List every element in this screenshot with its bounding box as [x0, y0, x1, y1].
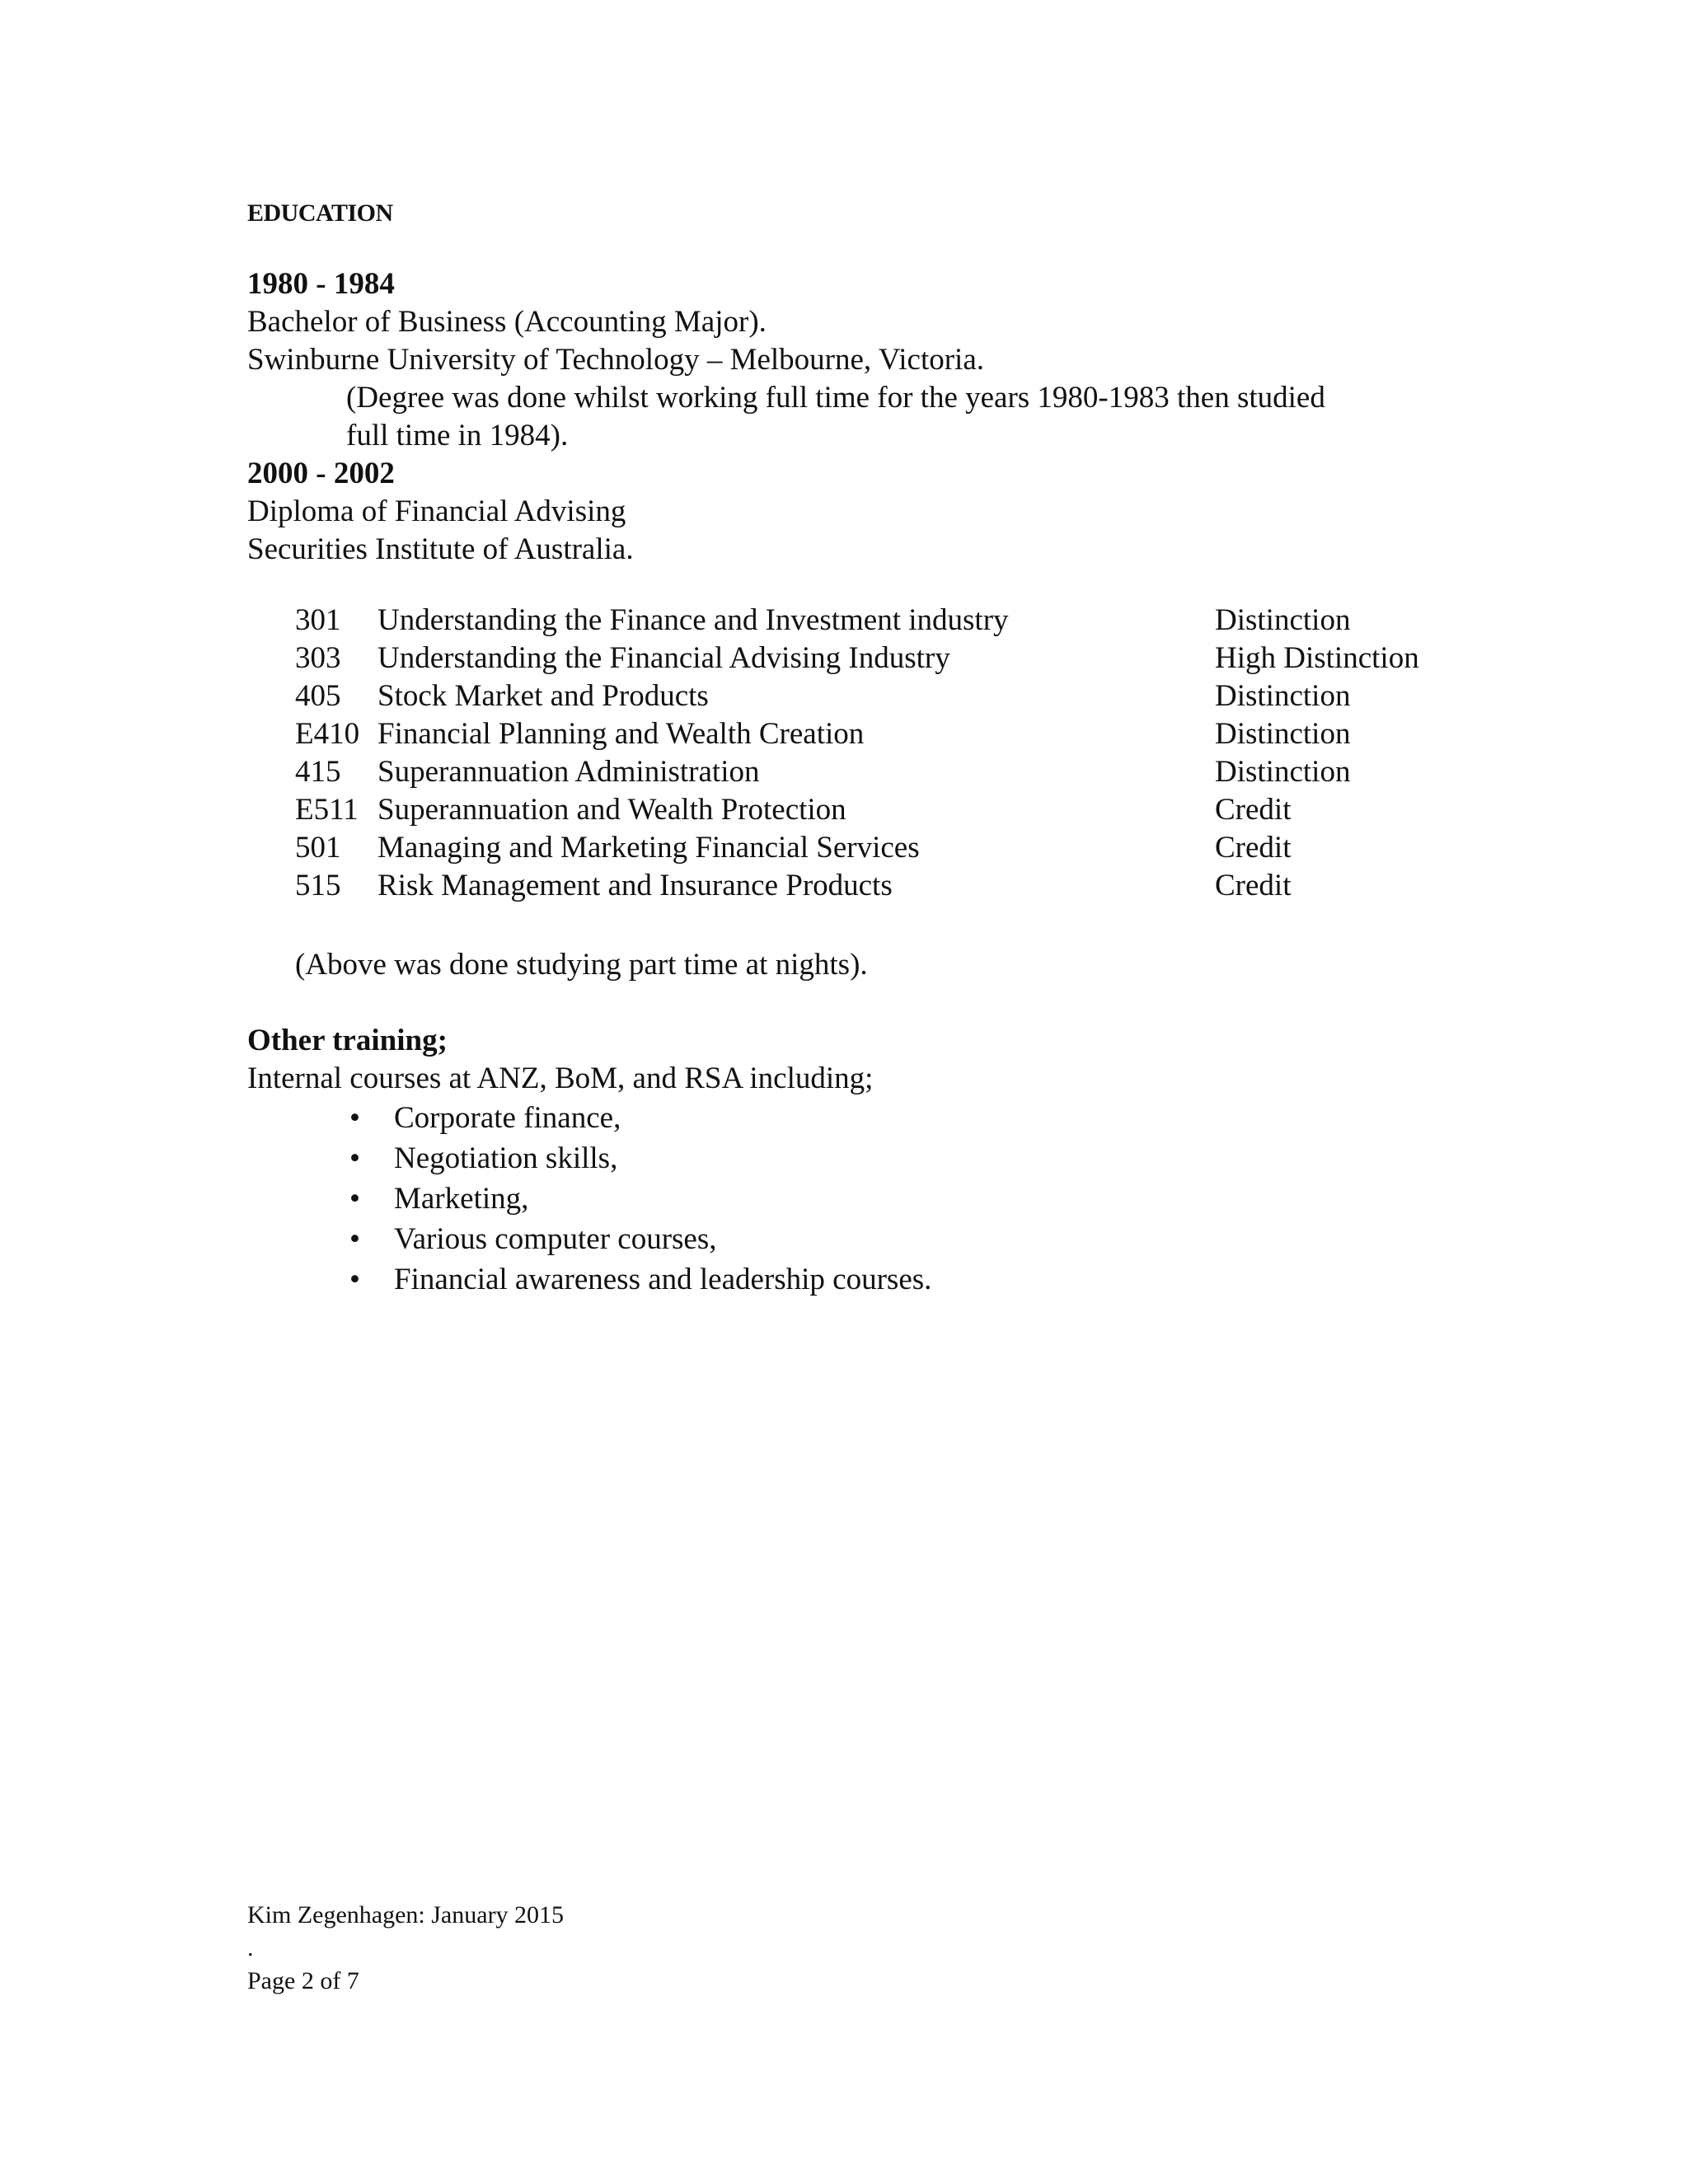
degree-note-line1: (Degree was done whilst working full time for the years 1980-1983 then studied: [346, 381, 1325, 415]
course-title: Understanding the Finance and Investment industry: [377, 603, 1009, 637]
footer-page-number: Page 2 of 7: [247, 1967, 359, 1994]
course-title: Financial Planning and Wealth Creation: [377, 717, 865, 751]
bullet-icon: •: [349, 1141, 360, 1175]
course-grade: High Distinction: [1215, 641, 1419, 675]
course-code: 303: [295, 641, 341, 675]
list-item-text: Corporate finance,: [394, 1101, 621, 1135]
footer-dot: .: [247, 1934, 254, 1961]
training-list: [247, 1098, 931, 1300]
list-item-text: Negotiation skills,: [394, 1141, 618, 1175]
course-title: Stock Market and Products: [377, 679, 709, 713]
other-training-block: [247, 1022, 931, 1300]
course-row: [295, 715, 1545, 753]
list-item: [247, 1259, 931, 1300]
bullet-icon: •: [349, 1263, 360, 1296]
diploma-institution: Securities Institute of Australia.: [247, 532, 634, 566]
course-grade: Credit: [1215, 869, 1292, 902]
course-grade: Distinction: [1215, 755, 1351, 789]
course-code: 415: [295, 755, 341, 789]
list-item: [247, 1219, 931, 1259]
course-row: [295, 829, 1545, 867]
list-item: [247, 1138, 931, 1179]
bullet-icon: •: [349, 1182, 360, 1216]
course-code: 405: [295, 679, 341, 713]
course-code: E410: [295, 717, 360, 751]
diploma-title: Diploma of Financial Advising: [247, 494, 626, 528]
list-item-text: Various computer courses,: [394, 1222, 717, 1256]
course-title: Understanding the Financial Advising Industry: [377, 641, 950, 675]
course-code: 501: [295, 831, 341, 865]
course-row: [295, 791, 1545, 829]
list-item: [247, 1179, 931, 1219]
course-code: 515: [295, 869, 341, 902]
other-training-heading: Other training;: [247, 1024, 448, 1057]
list-item-text: Financial awareness and leadership courses.: [394, 1263, 932, 1296]
course-code: 301: [295, 603, 341, 637]
diploma-years: 2000 - 2002: [247, 457, 395, 490]
other-training-intro: Internal courses at ANZ, BoM, and RSA including;: [247, 1062, 874, 1095]
degree-block: [247, 265, 1484, 455]
degree-years: 1980 - 1984: [247, 267, 395, 301]
courses-note: (Above was done studying part time at nights).: [295, 948, 868, 982]
course-grade: Credit: [1215, 793, 1292, 827]
list-item-text: Marketing,: [394, 1182, 529, 1216]
bullet-icon: •: [349, 1101, 360, 1135]
course-code: E511: [295, 793, 359, 827]
course-grade: Credit: [1215, 831, 1292, 865]
course-row: [295, 640, 1545, 677]
course-title: Superannuation and Wealth Protection: [377, 793, 846, 827]
page-footer: [247, 1899, 564, 1998]
course-title: Managing and Marketing Financial Services: [377, 831, 920, 865]
course-grade: Distinction: [1215, 717, 1351, 751]
course-row: [295, 602, 1545, 640]
footer-author-date: Kim Zegenhagen: January 2015: [247, 1901, 565, 1929]
course-table: [295, 602, 1545, 905]
diploma-block: [247, 455, 1484, 569]
degree-title: Bachelor of Business (Accounting Major).: [247, 305, 767, 339]
degree-institution: Swinburne University of Technology – Melbourne, Victoria.: [247, 343, 984, 377]
bullet-icon: •: [349, 1222, 360, 1256]
course-row: [295, 867, 1545, 905]
course-row: [295, 753, 1545, 791]
course-grade: Distinction: [1215, 603, 1351, 637]
course-grade: Distinction: [1215, 679, 1351, 713]
degree-note-line2: full time in 1984).: [346, 419, 569, 452]
list-item: [247, 1098, 931, 1138]
course-title: Superannuation Administration: [377, 755, 760, 789]
course-title: Risk Management and Insurance Products: [377, 869, 893, 902]
section-heading: EDUCATION: [247, 199, 393, 227]
course-row: [295, 677, 1545, 715]
